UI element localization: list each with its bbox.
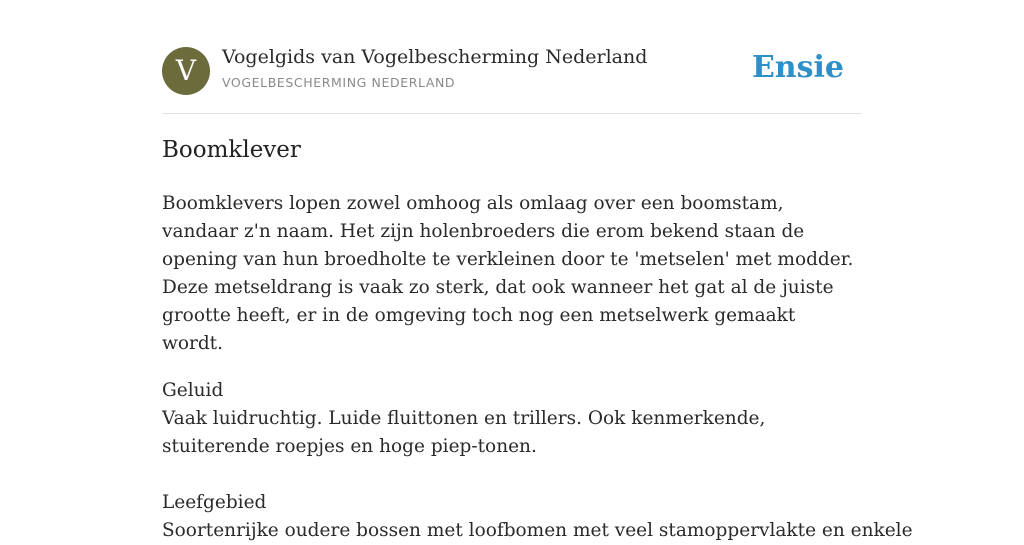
page-container — [162, 0, 913, 541]
source-header — [162, 0, 862, 114]
section-text: Vaak luidruchtig. Luide fluittonen en trillers. Ook kenmerkende, stuiterende roepjes en hoge piep-tonen. — [162, 408, 766, 457]
article-body — [162, 190, 913, 545]
source-title[interactable]: Vogelgids van Vogelbescherming Nederland — [222, 46, 648, 68]
source-publisher[interactable]: VOGELBESCHERMING NEDERLAND — [222, 75, 456, 90]
section-spacer — [162, 461, 862, 489]
ensie-logo-link[interactable]: Ensie — [751, 50, 844, 85]
section-text: Soortenrijke oudere bossen met loofbomen met veel stamoppervlakte en enkele — [162, 520, 913, 541]
page-title: Boomklever — [162, 137, 301, 163]
source-avatar[interactable]: V — [162, 47, 210, 95]
article-intro: Boomklevers lopen zowel omhoog als omlaag over een boomstam, vandaar z'n naam. Het zijn holenbroeders die erom bekend staan de opening van hun broedholte te verkleinen door te 'metselen' met modder. Deze metseldrang is vaak zo sterk, dat ook wanneer het gat al de juiste grootte heeft, er in de omgeving toch nog een metselwerk gemaakt wordt. — [162, 193, 854, 354]
section-heading: Geluid — [162, 380, 224, 401]
section-heading: Leefgebied — [162, 492, 267, 513]
